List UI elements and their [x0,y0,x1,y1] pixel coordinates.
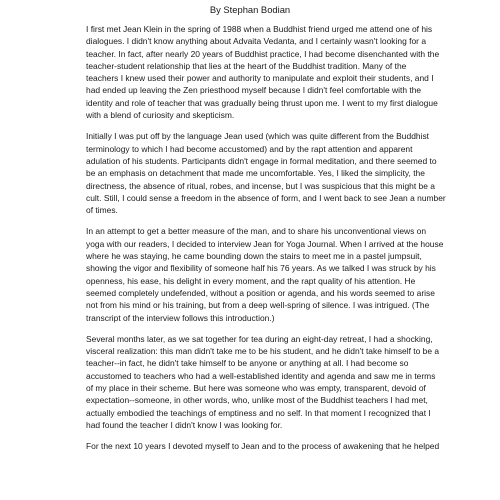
text-line: dialogues. I didn't know anything about Advaita Vedanta, and I certainly wasn't looking for a [86,36,427,47]
text-line: accustomed to teachers who had a well-established identity and agenda and saw me in terms [86,370,436,381]
text-line: expectation--someone, in other words, who, unlike most of the Buddhist teachers I had met, [86,395,428,406]
text-line: I first met Jean Klein in the spring of 1988 when a Buddhist friend urged me attend one of his [86,24,433,34]
paragraph-5 [86,440,440,452]
text-line: actually embodied the teachings of emptiness and no self. In that moment I recognized that I [86,407,431,418]
text-line: had ended up leaving the Zen priesthood myself because I didn't feel comfortable with the [86,85,422,96]
paragraph-3 [86,225,444,323]
text-line: showing the vigor and flexibility of someone half his 76 years. As we talked I was struck by his [86,263,436,274]
text-line: cult. Still, I could sense a freedom in the absence of form, and I went back to see Jean a number [86,192,446,203]
text-line: identity and role of teacher that was gradually being thrust upon me. I went to my first dialogue [86,97,438,108]
text-line: transcript of the interview follows this introduction.) [86,312,275,323]
text-line: be an emphasis on detachment that made me uncomfortable. Yes, I liked the simplicity, the [86,168,425,179]
text-line: not from his mind or his training, but from a deep well-spring of silence. I was intrigued. (The [86,300,430,311]
text-line: seemed completely undefended, without a position or agenda, and his words seemed to arise [86,287,435,298]
text-line: where he was staying, he came bounding down the stairs to meet me in a pastel jumpsuit, [86,251,422,262]
text-line: openness, his ease, his delight in every moment, and the rapt quality of his attention. He [86,275,416,286]
text-line: terminology to which I had become accustomed) and by the rapt attention and apparent [86,143,413,154]
paragraph-2 [86,130,446,216]
text-line: directness, the absence of ritual, robes, and incense, but I was suspicious that this might be a [86,180,435,191]
text-line: had found the teacher I didn't know I was looking for. [86,419,283,430]
text-line: adulation of his students. Participants didn't engage in formal meditation, and there seemed to [86,155,437,166]
text-line: of times. [86,205,118,216]
article-body [86,23,446,462]
paragraph-4 [86,333,440,431]
text-line: Several months later, as we sat together for tea during an eight-day retreat, I had a shocking, [86,333,433,344]
text-line: visceral realization: this man didn't take me to be his student, and he didn't take himself to be a [86,346,440,357]
text-line: with a blend of curiosity and skepticism. [86,110,235,121]
text-line: teacher. In fact, after nearly 20 years of Buddhist practice, I had become disenchanted with the [86,48,440,59]
text-line: Initially I was put off by the language Jean used (which was quite different from the Buddhist [86,131,430,142]
text-line: yoga with our readers, I decided to interview Jean for Yoga Journal. When I arrived at the house [86,238,444,249]
text-line: teacher-student relationship that lies at the heart of the Buddhist tradition. Many of the [86,60,407,71]
text-line: teacher--in fact, he didn't take himself to be anyone or anything at all. I had become so [86,358,409,369]
byline: By Stephan Bodian [209,4,291,15]
text-line: For the next 10 years I devoted myself to Jean and to the process of awakening that he helped [86,441,440,452]
text-line: In an attempt to get a better measure of the man, and to share his unconventional views on [86,226,427,237]
paragraph-1 [86,23,440,121]
text-line: of my place in their scheme. But here was someone who was empty, transparent, devoid of [86,383,426,394]
text-line: teachers I knew used their power and authority to manipulate and exploit their students, and I [86,73,434,84]
